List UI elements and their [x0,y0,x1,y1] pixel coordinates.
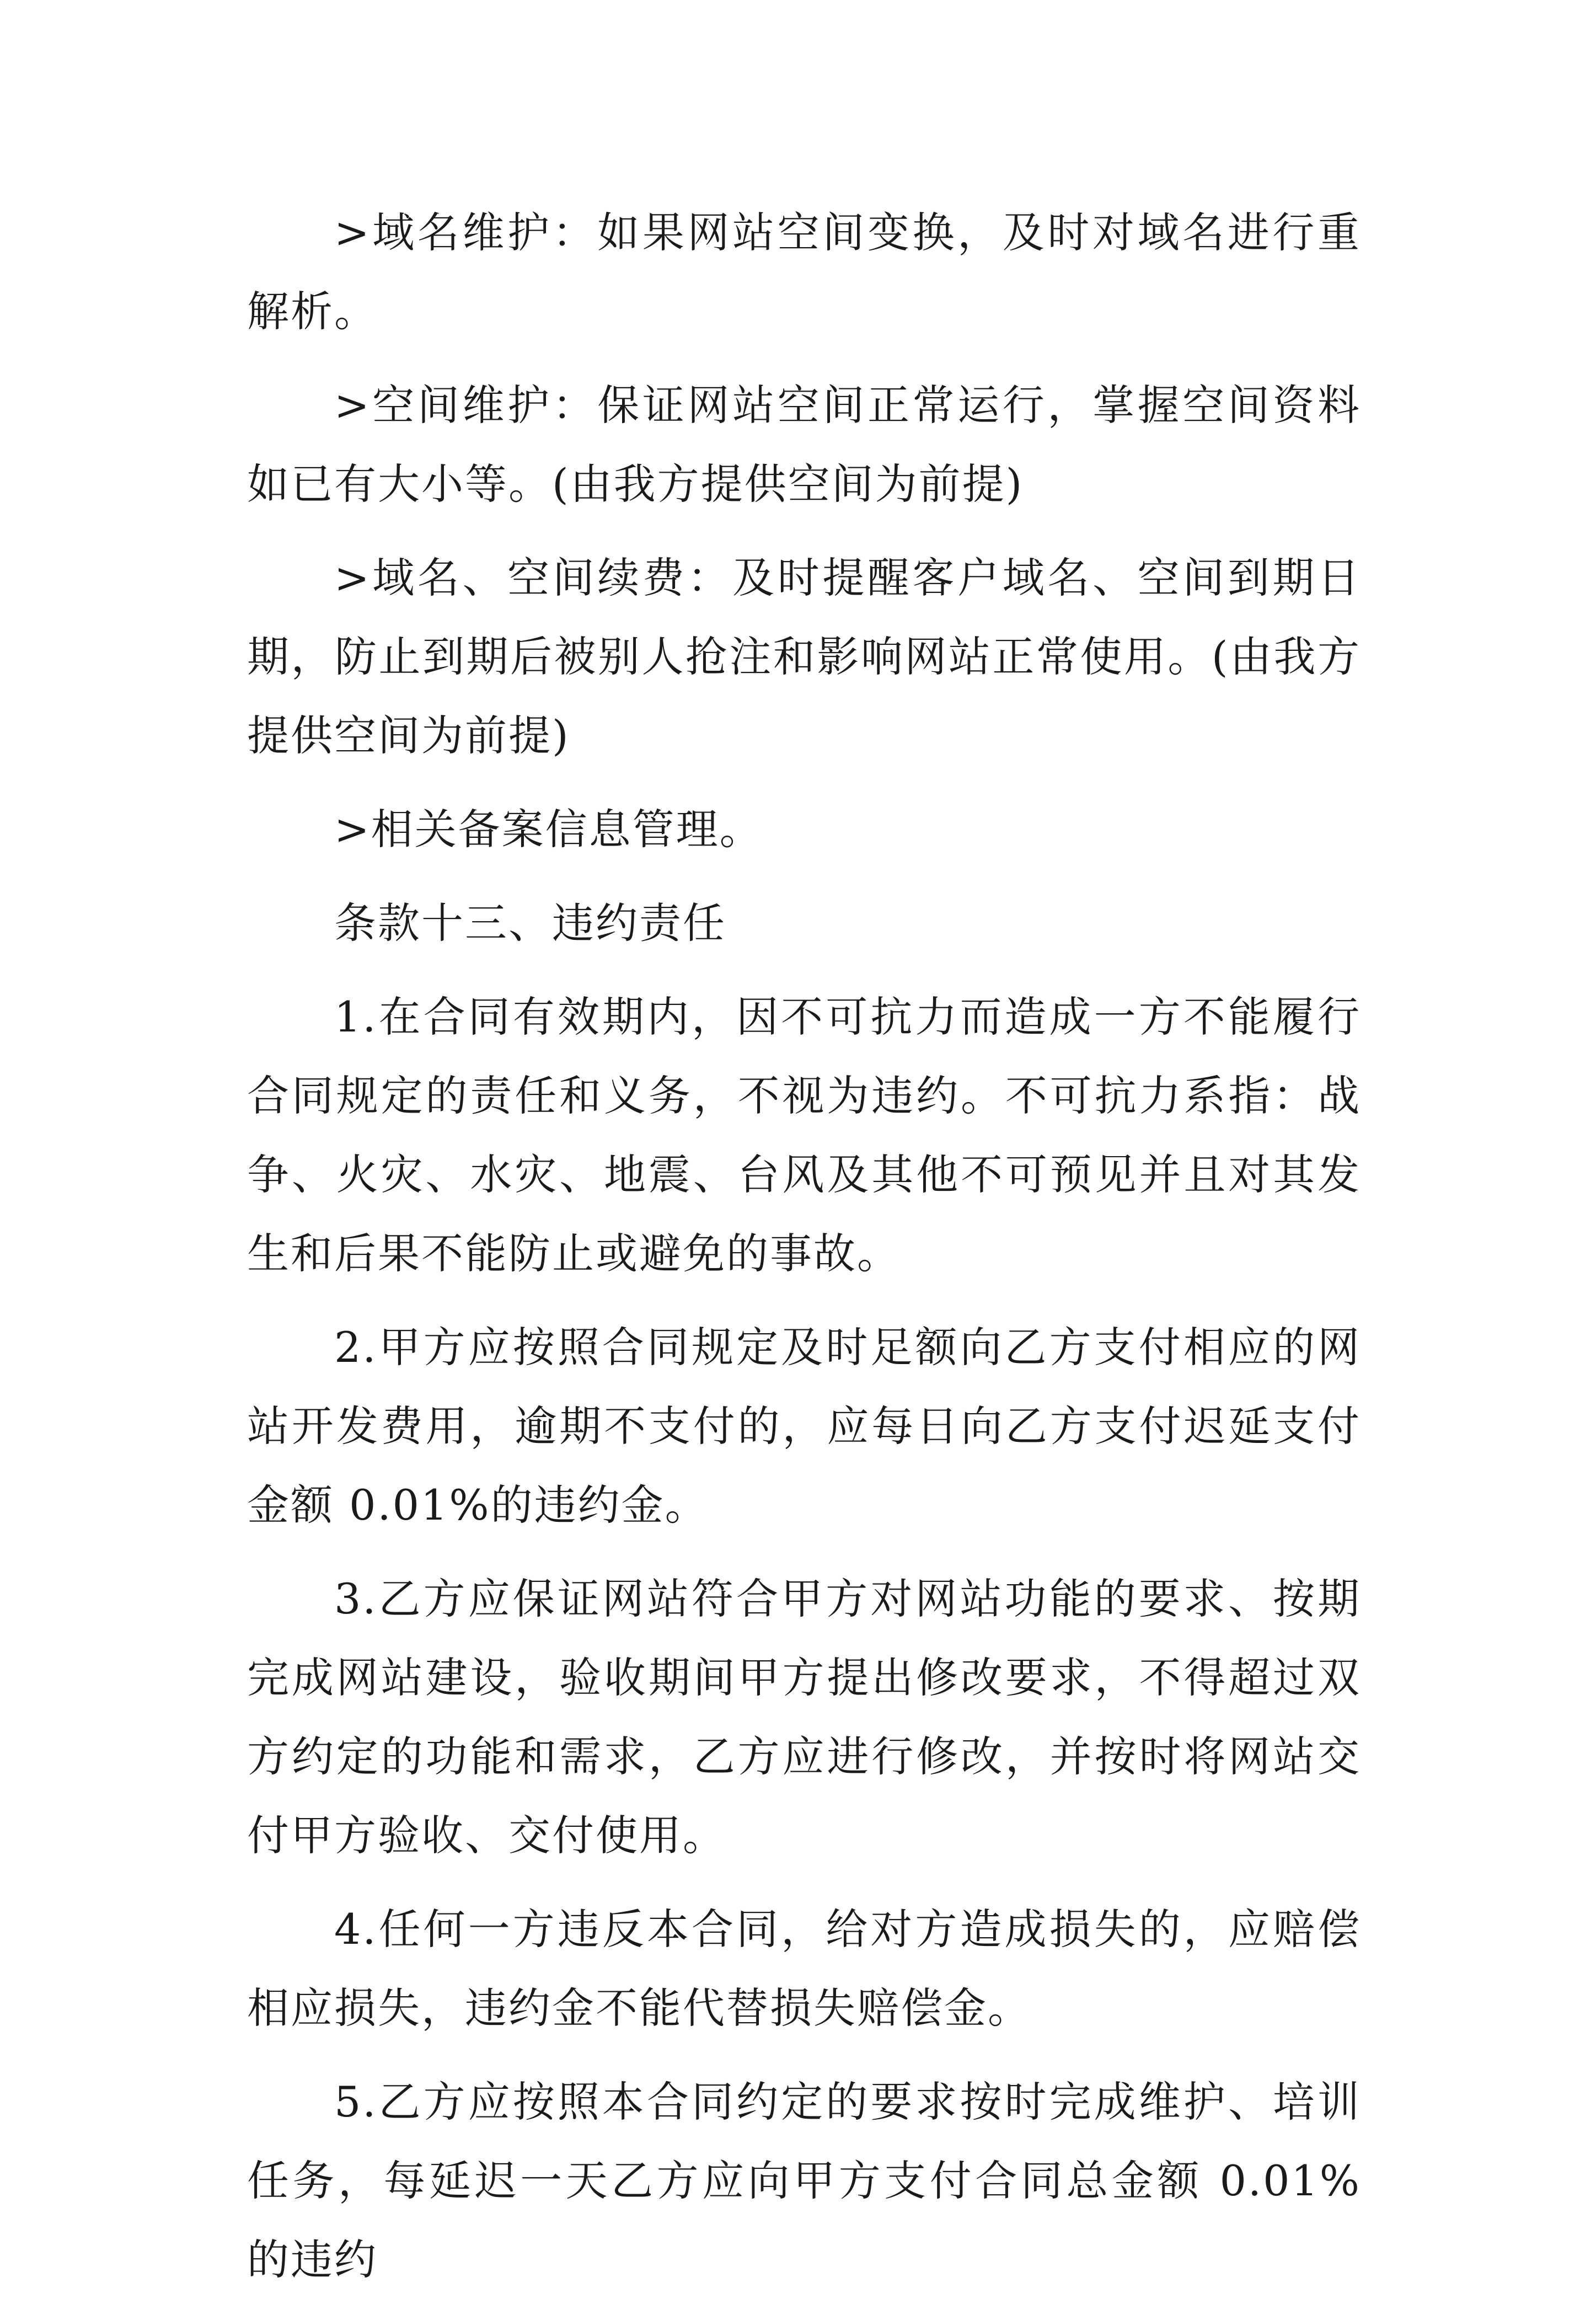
document-body [247,193,1361,2299]
paragraph-renewal: >域名、空间续费：及时提醒客户域名、空间到期日期，防止到期后被别人抢注和影响网站正常使用。(由我方提供空间为前提) [247,553,1361,760]
clause-item-1: 1.在合同有效期内，因不可抗力而造成一方不能履行合同规定的责任和义务，不视为违约。不可抗力系指：战争、火灾、水灾、地震、台风及其他不可预见并且对其发生和后果不能防止或避免的事故。 [247,992,1361,1278]
paragraph-record-management: >相关备案信息管理。 [334,805,763,854]
section-heading: 条款十三、违约责任 [334,899,726,948]
clause-item-2: 2.甲方应按照合同规定及时足额向乙方支付相应的网站开发费用，逾期不支付的，应每日向乙方支付迟延支付金额 0.01%的违约金。 [247,1323,1361,1530]
paragraph-domain-maintenance: >域名维护：如果网站空间变换，及时对域名进行重解析。 [247,208,1361,336]
clause-item-5: 5.乙方应按照本合同约定的要求按时完成维护、培训任务，每延迟一天乙方应向甲方支付合同总金额 0.01%的违约 [247,2077,1361,2284]
paragraph-space-maintenance: >空间维护：保证网站空间正常运行，掌握空间资料如已有大小等。(由我方提供空间为前提) [247,381,1361,509]
clause-item-3: 3.乙方应保证网站符合甲方对网站功能的要求、按期完成网站建设，验收期间甲方提出修改要求，不得超过双方约定的功能和需求，乙方应进行修改，并按时将网站交付甲方验收、交付使用。 [247,1574,1361,1860]
clause-item-4: 4.任何一方违反本合同，给对方造成损失的，应赔偿相应损失，违约金不能代替损失赔偿金。 [247,1905,1361,2033]
